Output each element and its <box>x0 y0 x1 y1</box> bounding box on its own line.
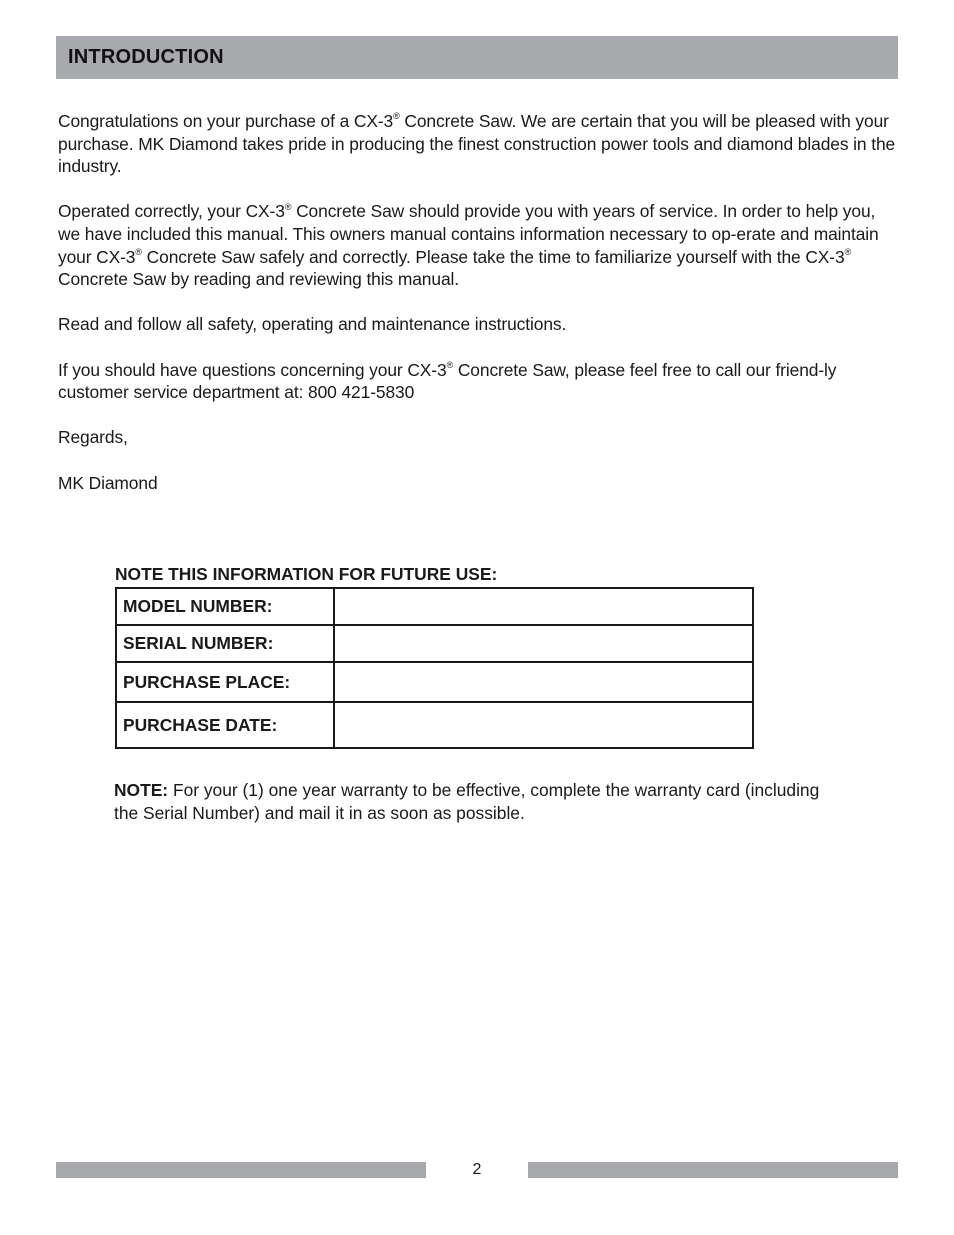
registered-mark: ® <box>135 246 142 257</box>
purchase-place-field[interactable] <box>334 662 753 702</box>
registered-mark: ® <box>393 111 400 122</box>
introduction-body <box>58 110 898 517</box>
table-row <box>116 662 753 702</box>
paragraph-congratulations: Congratulations on your purchase of a CX-3® Concrete Saw. We are certain that you will be pleased with your purchase. MK Diamond takes pride in producing the finest construction power tools and diamond blades in the industry. <box>58 111 896 177</box>
purchase-date-field[interactable] <box>334 702 753 748</box>
registered-mark: ® <box>284 201 292 212</box>
model-number-label: MODEL NUMBER: <box>116 588 334 625</box>
table-row <box>116 625 753 662</box>
paragraph-signature: MK Diamond <box>58 472 158 493</box>
paragraph-regards: Regards, <box>58 427 128 448</box>
serial-number-field[interactable] <box>334 625 753 662</box>
table-row <box>116 588 753 625</box>
registered-mark: ® <box>446 359 454 370</box>
product-info-table <box>115 587 754 749</box>
footer-bar-left <box>56 1162 426 1178</box>
warranty-note <box>114 779 834 824</box>
paragraph-questions: If you should have questions concerning your CX-3® Concrete Saw, please feel free to call our friend-ly customer service department at: 800 421-5830 <box>58 359 837 403</box>
model-number-field[interactable] <box>334 588 753 625</box>
purchase-date-label: PURCHASE DATE: <box>116 702 334 748</box>
note-prefix: NOTE: <box>114 780 169 800</box>
paragraph-read-follow: Read and follow all safety, operating and maintenance instructions. <box>58 314 567 335</box>
paragraph-operated-correctly: Operated correctly, your CX-3® Concrete Saw should provide you with years of service. In order to help you, we have included this manual. This owners manual contains information necessary to op-erate and maintain your CX-3® Concrete Saw safely and correctly. Please take the time to familiarize yourself with the CX-3® Concrete Saw by reading and reviewing this manual. <box>58 201 879 290</box>
purchase-place-label: PURCHASE PLACE: <box>116 662 334 702</box>
section-header-bar <box>56 36 898 79</box>
serial-number-label: SERIAL NUMBER: <box>116 625 334 662</box>
page-number: 2 <box>472 1161 482 1178</box>
registered-mark: ® <box>844 246 852 257</box>
table-row <box>116 702 753 748</box>
info-heading: NOTE THIS INFORMATION FOR FUTURE USE: <box>115 564 498 584</box>
note-text: For your (1) one year warranty to be effective, complete the warranty card (including the Serial Number) and mail it in as soon as possible. <box>114 780 820 823</box>
section-title: INTRODUCTION <box>68 46 224 68</box>
footer-bar-right <box>528 1162 898 1178</box>
